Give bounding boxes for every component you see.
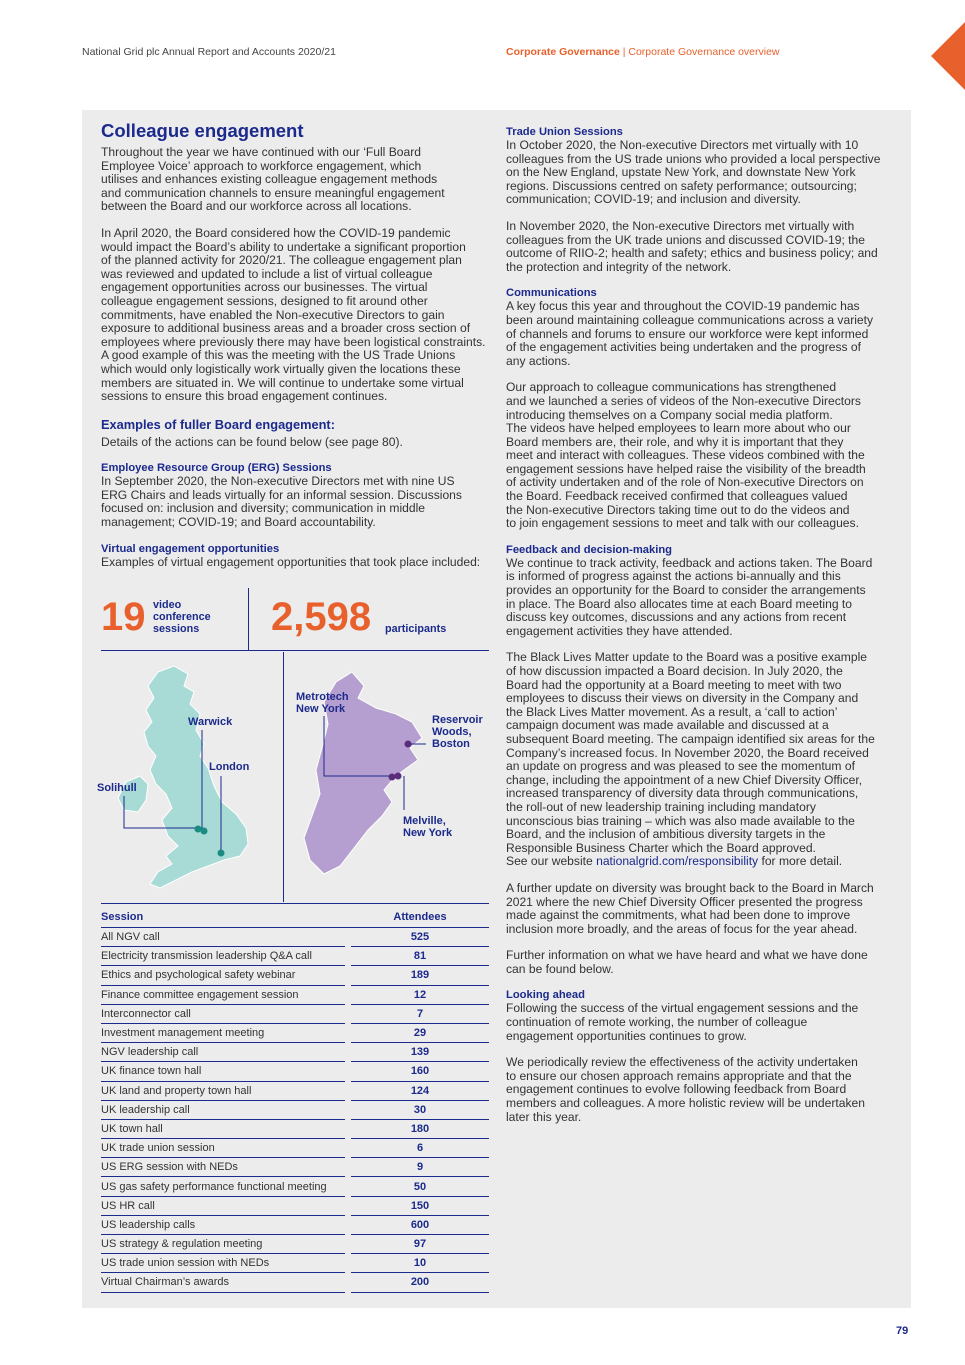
warwick-dot: [201, 828, 208, 835]
attendees-cell: 97: [351, 1235, 489, 1254]
session-cell: [101, 1120, 345, 1139]
london-label: London: [209, 761, 250, 773]
feedback-paragraph-4: Further information on what we have heard and what we have done can be found below.: [506, 948, 868, 976]
warwick-label: Warwick: [188, 716, 233, 728]
right-column: [506, 126, 898, 1124]
reservoir-label: Reservoir Woods, Boston: [432, 714, 483, 750]
table-row: [101, 1101, 489, 1120]
table-row: [101, 1139, 489, 1158]
trade-union-paragraph-1: In October 2020, the Non-executive Directors met virtually with 10 colleagues from the US trade unions who provided a local perspective on the New England, upstate New York, and downstate New York regions. Discussions centred on safety performance; outsourcing; communication; COVID-19; and inclusion and diversity.: [506, 138, 881, 207]
communications-section: [506, 287, 898, 531]
looking-ahead-heading: Looking ahead: [506, 989, 585, 1002]
session-cell: [101, 947, 345, 966]
trade-union-heading: Trade Union Sessions: [506, 126, 623, 138]
session-name: Interconnector call: [101, 1007, 191, 1020]
uk-map: [144, 666, 248, 888]
report-title: National Grid plc Annual Report and Accounts 2020/21: [82, 46, 336, 58]
session-cell: [101, 1101, 345, 1120]
session-cell: [101, 1273, 345, 1292]
attendees-cell: 200: [351, 1273, 489, 1292]
examples-heading: Examples of fuller Board engagement:: [101, 416, 335, 432]
table-header: [101, 907, 489, 928]
attendees-cell: 180: [351, 1120, 489, 1139]
session-name: Electricity transmission leadership Q&A call: [101, 950, 312, 963]
link-prefix: See our website: [506, 854, 597, 869]
session-name: US trade union session with NEDs: [101, 1257, 270, 1270]
attendees-cell: 124: [351, 1082, 489, 1101]
session-name: US HR call: [101, 1199, 155, 1212]
session-name: Investment management meeting: [101, 1027, 265, 1040]
session-cell: [101, 1062, 345, 1081]
table-row: [101, 1197, 489, 1216]
table-row: [101, 947, 489, 966]
page-number: 79: [896, 1325, 909, 1337]
feedback-paragraph-3: A further update on diversity was brought back to the Board in March 2021 where the new Chief Diversity Officer presented the progress made against the commitments, what had been done to improve inclusion more broadly, and the areas of focus for the year ahead.: [506, 880, 874, 936]
section-breadcrumb: [506, 46, 780, 58]
table-row: [101, 1235, 489, 1254]
session-name: US gas safety performance functional meeting: [101, 1180, 327, 1193]
session-name: UK leadership call: [101, 1103, 190, 1116]
table-row: [101, 1177, 489, 1196]
session-name: UK finance town hall: [101, 1065, 202, 1078]
session-cell: [101, 1254, 345, 1273]
metrotech-dot: [389, 774, 396, 781]
table-row: [101, 1043, 489, 1062]
session-name: Finance committee engagement session: [101, 988, 299, 1001]
session-cell: [101, 966, 345, 985]
section-title: Corporate Governance: [506, 46, 620, 58]
attendance-table: [101, 907, 489, 1293]
session-cell: [101, 1158, 345, 1177]
feedback-paragraph-1: We continue to track activity, feedback and actions taken. The Board is informed of progress against the actions bi-annually and this provides an opportunity for the Board to consider the arrangements in place. The Board also allocates time at each Board meeting to discuss key outcomes, discussions and any actions from recent engagement activities they have attended.: [506, 555, 873, 638]
communications-heading: Communications: [506, 287, 597, 300]
session-cell: [101, 1043, 345, 1062]
page-title: Colleague engagement: [101, 120, 304, 141]
session-name: UK town hall: [101, 1122, 163, 1135]
link-suffix: for more detail.: [758, 854, 843, 869]
virtual-text: Examples of virtual engagement opportunities that took place included:: [101, 554, 481, 569]
session-cell: [101, 1235, 345, 1254]
table-row: [101, 1158, 489, 1177]
session-cell: [101, 1139, 345, 1158]
attendees-column-header: Attendees: [393, 911, 447, 923]
attendees-cell: 10: [351, 1254, 489, 1273]
attendees-cell: 9: [351, 1158, 489, 1177]
trade-union-paragraph-2: In November 2020, the Non-executive Directors met virtually with colleagues from the UK trade unions and discussed COVID-19; the outcome of RIIO-2; health and safety; ethics and business policy; and the protection and integrity of the network.: [506, 218, 878, 274]
attendees-cell: 150: [351, 1197, 489, 1216]
examples-text: Details of the actions can be found below (see page 80).: [101, 434, 403, 449]
feedback-heading: Feedback and decision-making: [506, 543, 672, 556]
table-row: [101, 966, 489, 985]
sessions-number: 19: [101, 595, 146, 639]
melville-label: Melville, New York: [403, 815, 453, 839]
session-cell: [101, 1005, 345, 1024]
table-row: [101, 1005, 489, 1024]
attendees-cell: 525: [351, 928, 489, 947]
feedback-section: [506, 544, 898, 977]
london-dot: [218, 850, 225, 857]
session-cell: [101, 1024, 345, 1043]
session-name: UK land and property town hall: [101, 1084, 252, 1097]
feedback-paragraph-2: The Black Lives Matter update to the Board was a positive example of how discussion impacted a Board decision. In July 2020, the Board had the opportunity at a Board meeting to meet with two employees to discuss their views on diversity in the Company and the Black Lives Matter movement. As a result, a ‘call to action’ campaign document was made available and discussed at a subsequent Board meeting. The campaign identified six areas for the Company’s increased focus. In November 2020, the Board received an update on progress and was pleased to see the momentum of change, including the appointment of a new Chief Diversity Officer, increased transparency of diversity data through communications, the roll-out of new leadership training including mandatory unconscious bias training – which was also made available to the Board, and the inclusion of ambitious diversity targets in the Responsible Business Charter which the Board approved.: [506, 650, 875, 855]
table-row: [101, 1273, 489, 1292]
participants-label: participants: [385, 623, 447, 635]
attendees-cell: 7: [351, 1005, 489, 1024]
page-corner-tab: [931, 22, 965, 90]
table-body: [101, 928, 489, 1293]
communications-paragraph-1: A key focus this year and throughout the COVID-19 pandemic has been around maintaining colleague communications across a variety of channels and forums to ensure our workforce were kept informed of the engagement activities being undertaken and the progress of any actions.: [506, 299, 874, 368]
session-cell: [101, 1197, 345, 1216]
looking-ahead-paragraph-2: We periodically review the effectiveness of the activity undertaken to ensure our chosen approach remains appropriate and that the engagement continues to evolve following feedback from Board members and colleagues. A more holistic review will be undertaken later this year.: [506, 1055, 865, 1124]
session-name: All NGV call: [101, 931, 160, 944]
feedback-link-line: [506, 855, 898, 869]
session-cell: [101, 1082, 345, 1101]
session-name: NGV leadership call: [101, 1046, 199, 1059]
attendees-cell: 50: [351, 1177, 489, 1196]
table-row: [101, 1216, 489, 1235]
maps-area: [96, 652, 492, 902]
attendees-cell: 160: [351, 1062, 489, 1081]
subsection-title: Corporate Governance overview: [628, 46, 780, 58]
attendees-cell: 189: [351, 966, 489, 985]
participants-number: 2,598: [271, 595, 372, 639]
solihull-label: Solihull: [97, 782, 137, 794]
table-row: [101, 1062, 489, 1081]
solihull-dot: [195, 826, 202, 833]
session-name: US strategy & regulation meeting: [101, 1238, 263, 1251]
intro-paragraph: Throughout the year we have continued with our ‘Full Board Employee Voice’ approach to workforce engagement, which utilises and enhances existing colleague engagement methods and communication channels to ensure meaningful engagement between the Board and our workforce across all locations.: [101, 145, 445, 214]
sessions-label: video conference sessions: [153, 599, 211, 635]
stats-divider: [248, 588, 249, 650]
session-name: Ethics and psychological safety webinar: [101, 969, 296, 982]
stats-rule: [101, 650, 489, 651]
erg-text: In September 2020, the Non-executive Directors met with nine US ERG Chairs and leads virtually for an informal session. Discussions focused on: inclusion and diversity; communication in middle management; COVID-19; and Board accountability.: [101, 474, 462, 530]
table-row: [101, 986, 489, 1005]
table-row: [101, 1082, 489, 1101]
table-row: [101, 928, 489, 947]
session-column-header: Session: [101, 911, 144, 923]
communications-paragraph-2: Our approach to colleague communications has strengthened and we launched a series of videos of the Non-executive Directors introducing themselves on a Company social media platform. The videos have helped employees to learn more about who our Board members are, their role, and why it is important that they meet and interact with colleagues. These videos combined with the engagement sessions have helped raise the visibility of the breadth of activity undertaken and of the role of Non-executive Directors on the Board. Feedback received confirmed that colleagues valued the Non-executive Directors taking time out to do the videos and to join engagement sessions to meet and talk with our colleagues.: [506, 380, 866, 531]
stats-block: [101, 590, 489, 650]
reservoir-dot: [405, 741, 412, 748]
session-cell: [101, 928, 345, 947]
session-cell: [101, 1216, 345, 1235]
session-name: UK trade union session: [101, 1142, 215, 1155]
attendees-cell: 6: [351, 1139, 489, 1158]
left-column: [101, 120, 493, 569]
looking-ahead-paragraph-1: Following the success of the virtual engagement sessions and the continuation of remote working, the number of colleague engagement opportunities continues to grow.: [506, 1001, 859, 1043]
breadcrumb-separator: |: [619, 46, 629, 58]
attendees-cell: 81: [351, 947, 489, 966]
covid-paragraph: In April 2020, the Board considered how the COVID-19 pandemic would impact the Board’s ability to undertake a significant proportion of the planned activity for 2020/21. The colleague engagement plan was reviewed and updated to include a list of virtual colleague engagement opportunities across our businesses. The virtual colleague engagement sessions, designed to fit around other commitments, have enabled the Non-executive Directors to gain exposure to additional business areas and a broader cross section of employees where previously there may have been logistical constraints. A good example of this was the meeting with the US Trade Unions which would only logistically work virtually given the locations these members are situated in. We will continue to undertake some virtual sessions to ensure this broad engagement continues.: [101, 225, 486, 404]
erg-heading: Employee Resource Group (ERG) Sessions: [101, 462, 332, 475]
attendees-cell: 139: [351, 1043, 489, 1062]
session-name: Virtual Chairman’s awards: [101, 1276, 229, 1289]
responsibility-link[interactable]: nationalgrid.com/responsibility: [596, 854, 759, 869]
trade-union-section: [506, 126, 898, 274]
session-name: US leadership calls: [101, 1218, 196, 1231]
session-name: US ERG session with NEDs: [101, 1161, 238, 1174]
attendees-cell: 30: [351, 1101, 489, 1120]
virtual-heading: Virtual engagement opportunities: [101, 542, 280, 555]
table-row: [101, 1024, 489, 1043]
attendees-cell: 12: [351, 986, 489, 1005]
metrotech-label: Metrotech New York: [296, 691, 349, 715]
table-row: [101, 1254, 489, 1273]
session-cell: [101, 986, 345, 1005]
looking-ahead-section: [506, 989, 898, 1124]
maps-svg: [96, 652, 492, 902]
maps-rule: [101, 903, 489, 904]
session-cell: [101, 1177, 345, 1196]
attendees-cell: 600: [351, 1216, 489, 1235]
table-row: [101, 1120, 489, 1139]
attendees-cell: 29: [351, 1024, 489, 1043]
melville-dot: [395, 773, 402, 780]
